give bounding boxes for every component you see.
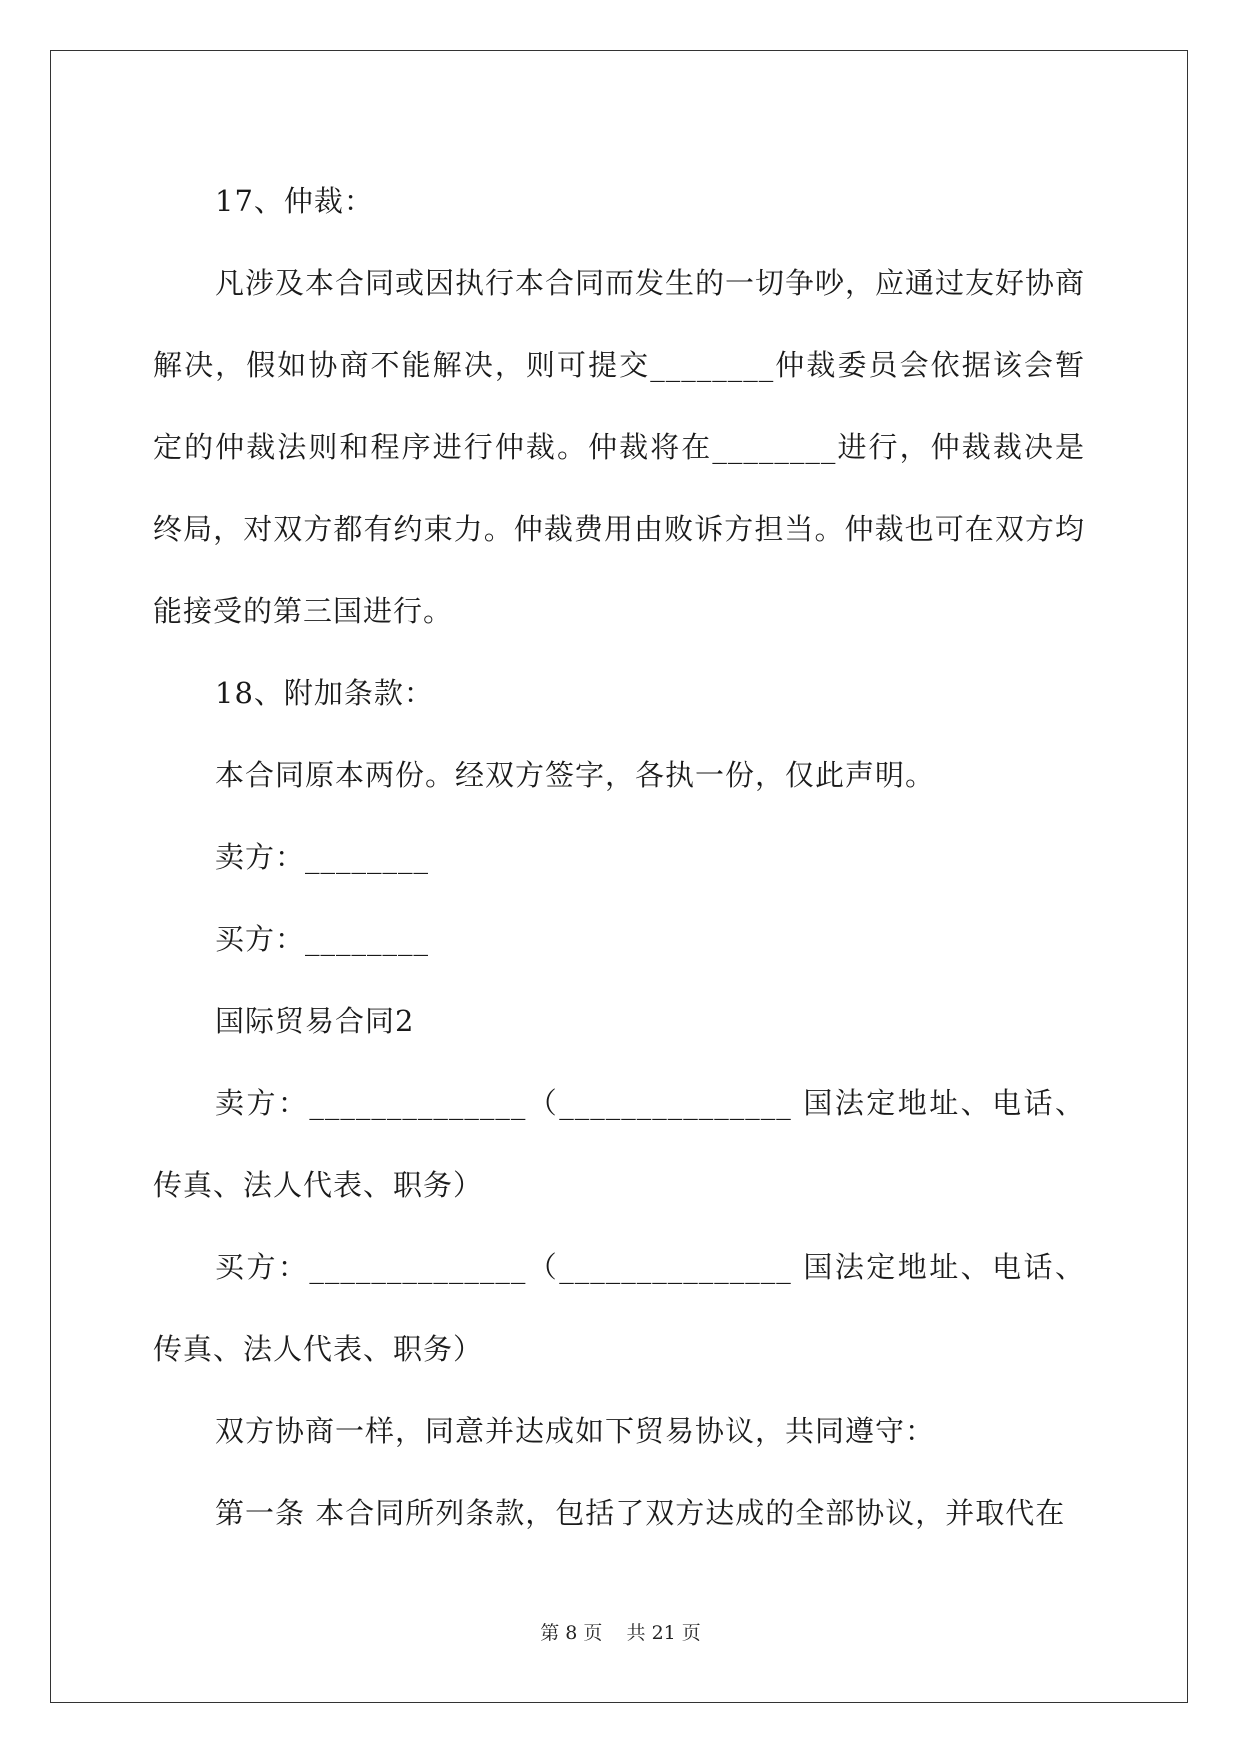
- contract-2-title: 国际贸易合同2: [215, 1004, 415, 1038]
- clause-18-heading: 18、附加条款：: [215, 676, 434, 710]
- seller-info: 卖方：______________（_______________ 国法定地址、电话、传真、法人代表、职务）: [153, 1086, 1085, 1202]
- buyer-signature-line: 买方：________: [215, 922, 430, 956]
- buyer-info: 买方：______________（_______________ 国法定地址、电话、传真、法人代表、职务）: [153, 1250, 1085, 1366]
- document-body: [153, 160, 1085, 1554]
- article-1: 第一条 本合同所列条款，包括了双方达成的全部协议，并取代在: [215, 1496, 1066, 1530]
- agreement-intro: 双方协商一样，同意并达成如下贸易协议，共同遵守：: [215, 1414, 936, 1448]
- seller-signature-line: 卖方：________: [215, 840, 430, 874]
- clause-17-heading: 17、仲裁：: [215, 184, 374, 218]
- page-footer: [0, 1618, 1241, 1645]
- total-pages: 共 21 页: [626, 1622, 701, 1644]
- arbitration-paragraph: 凡涉及本合同或因执行本合同而发生的一切争吵，应通过友好协商解决，假如协商不能解决，则可提交________仲裁委员会依据该会暂定的仲裁法则和程序进行仲裁。仲裁将在________进行，仲裁裁决是终局，对双方都有约束力。仲裁费用由败诉方担当。仲裁也可在双方均能接受的第三国进行。: [153, 266, 1086, 628]
- page-number: 第 8 页: [540, 1622, 603, 1644]
- copies-statement: 本合同原本两份。经双方签字，各执一份，仅此声明。: [215, 758, 936, 792]
